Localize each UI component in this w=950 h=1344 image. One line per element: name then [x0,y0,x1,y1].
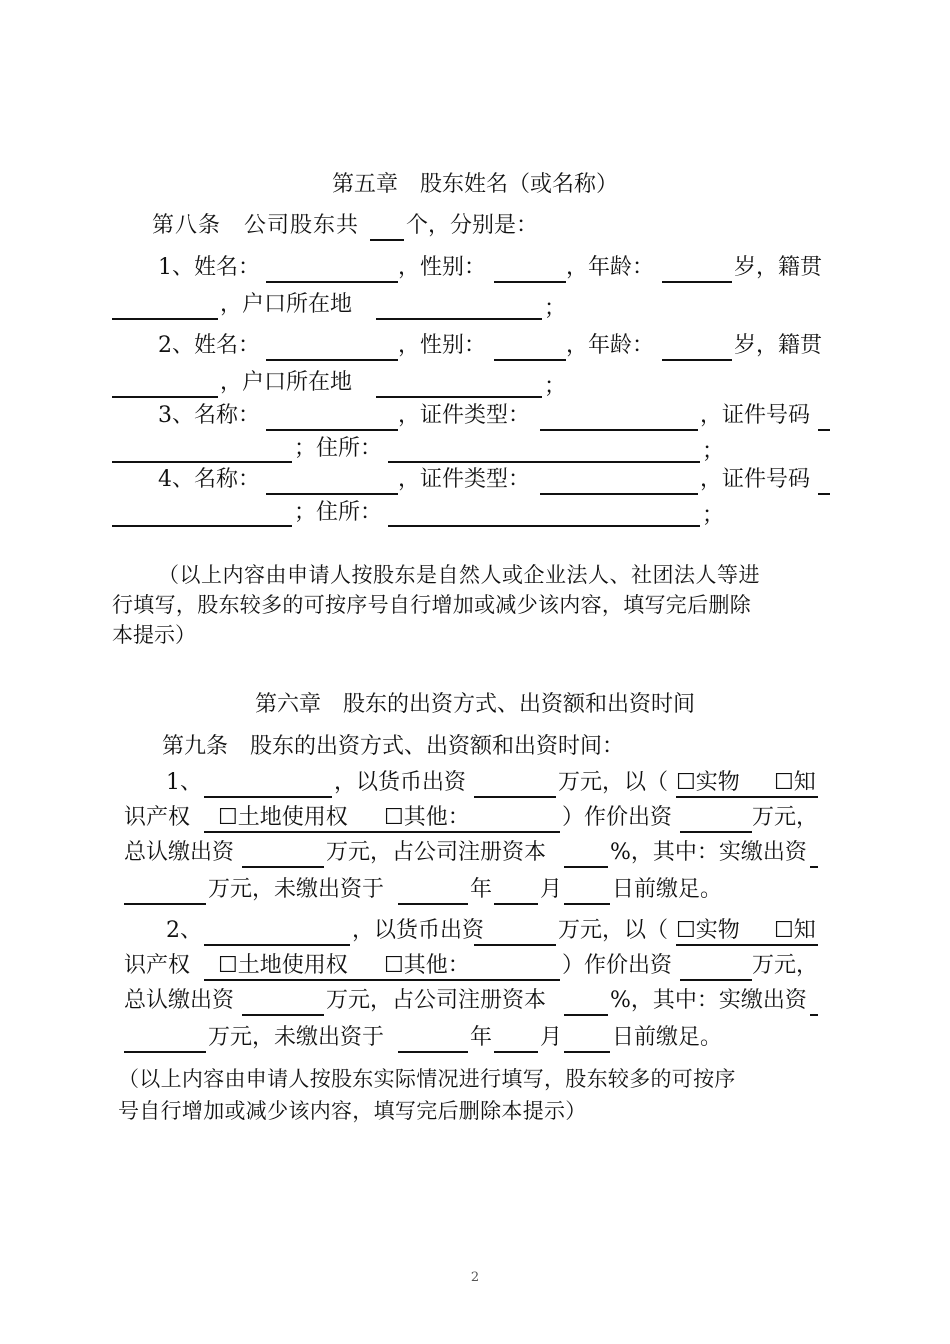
contrib2-wan-label: 万元，以（ [558,918,669,943]
contrib2-method-underline2 [204,978,560,981]
contrib2-valued-label: ）作价出资 [562,953,673,978]
contrib2-year-label: 年 [470,1025,493,1050]
item1-native-label: 岁，籍贯 [734,255,823,280]
contrib2-ip-label: 识产权 [124,953,191,978]
contrib2-cash-blank[interactable] [474,943,556,946]
contrib2-total-blank[interactable] [242,1013,324,1016]
contrib2-unpaid-label: 万元，未缴出资于 [208,1025,385,1050]
item3-residence-blank[interactable] [388,460,700,463]
item1-native-blank[interactable] [112,317,218,320]
item1-name-label: 1、姓名： [158,255,260,280]
item1-semicolon: ； [544,296,567,321]
article8-suffix: 个，分别是： [406,213,539,238]
shareholder-count-blank[interactable] [370,238,404,241]
item2-age-label: ，年龄： [566,333,655,358]
contrib2-wan-comma: 万元， [752,953,819,978]
item1-age-label: ，年龄： [566,255,655,280]
item1-gender-blank[interactable] [494,280,566,283]
item3-name-label: 3、名称： [158,403,260,428]
contrib1-valued-blank[interactable] [680,830,752,833]
item2-hukou-label: ，户口所在地 [220,370,353,395]
item2-gender-blank[interactable] [494,358,566,361]
contrib2-physical-checkbox[interactable]: ☐实物 [676,918,740,943]
item2-native-label: 岁，籍贯 [734,333,823,358]
item4-cert-no-label: ，证件号码 [700,467,811,492]
item3-cert-type-label: ，证件类型： [398,403,531,428]
item4-cert-type-label: ，证件类型： [398,467,531,492]
contrib2-month-label: 月 [540,1025,563,1050]
contrib2-day-label: 日前缴足。 [612,1025,723,1050]
item2-hukou-blank[interactable] [376,395,542,398]
item3-cert-no-label: ，证件号码 [700,403,811,428]
item2-semicolon: ； [544,374,567,399]
chapter6-note-line1: （以上内容由申请人按股东实际情况进行填写，股东较多的可按序 [118,1067,736,1091]
contrib2-index: 2、 [166,918,202,943]
article9-title: 第九条 股东的出资方式、出资额和出资时间： [162,734,625,759]
contrib1-paid-blank[interactable] [124,902,206,905]
contrib2-name-blank[interactable] [204,943,350,946]
contrib1-other-checkbox[interactable]: ☐其他： [384,805,470,830]
item2-native-blank[interactable] [112,395,218,398]
contrib1-cash-blank[interactable] [474,795,556,798]
contrib2-valued-blank[interactable] [680,978,752,981]
item1-gender-label: ，性别： [398,255,487,280]
contrib1-total-label: 总认缴出资 [124,840,235,865]
contrib2-paid-blank[interactable] [124,1050,206,1053]
contrib2-other-checkbox[interactable]: ☐其他： [384,953,470,978]
item2-name-label: 2、姓名： [158,333,260,358]
contrib2-year-blank[interactable] [398,1050,468,1053]
contrib2-total-label: 总认缴出资 [124,988,235,1013]
contrib1-ip-checkbox[interactable]: ☐知 [774,770,816,795]
contrib1-pct-blank[interactable] [564,865,608,868]
contrib1-land-checkbox[interactable]: ☐土地使用权 [218,805,348,830]
item2-gender-label: ，性别： [398,333,487,358]
contrib1-method-underline [676,795,818,798]
item3-semicolon: ； [702,439,725,464]
chapter5-note-line3: 本提示） [112,623,196,647]
contrib2-pct-blank[interactable] [564,1013,608,1016]
item4-residence-label: ；住所： [294,500,383,525]
contrib1-method-underline2 [204,830,560,833]
contrib1-month-label: 月 [540,877,563,902]
contrib1-day-blank[interactable] [564,902,610,905]
contrib1-paid-label: %，其中：实缴出资 [610,840,807,865]
item4-name-blank[interactable] [266,492,398,495]
item4-residence-blank[interactable] [388,524,700,527]
contrib2-month-blank[interactable] [494,1050,538,1053]
page-number: 2 [470,1270,480,1285]
contrib1-total-blank[interactable] [242,865,324,868]
chapter5-note-line2: 行填写，股东较多的可按序号自行增加或减少该内容，填写完后删除 [112,593,751,617]
chapter5-title: 第五章 股东姓名（或名称） [331,172,618,197]
chapter6-title: 第六章 股东的出资方式、出资额和出资时间 [254,692,695,717]
contrib1-cash-label: ，以货币出资 [334,770,467,795]
item4-cert-no-blank[interactable] [112,524,292,527]
contrib2-cash-label: ，以货币出资 [352,918,485,943]
contrib1-ip-label: 识产权 [124,805,191,830]
contrib2-paid-blank-end[interactable] [810,1013,818,1016]
contrib1-month-blank[interactable] [494,902,538,905]
item3-residence-label: ；住所： [294,436,383,461]
item4-cert-type-blank[interactable] [540,492,698,495]
item3-cert-type-blank[interactable] [540,428,698,431]
contrib1-wan-comma: 万元， [752,805,819,830]
item4-cert-no-blank-end[interactable] [818,492,830,495]
contrib1-year-blank[interactable] [398,902,468,905]
contrib2-land-checkbox[interactable]: ☐土地使用权 [218,953,348,978]
contrib1-name-blank[interactable] [204,795,332,798]
contrib2-ip-checkbox[interactable]: ☐知 [774,918,816,943]
contrib1-paid-blank-end[interactable] [810,865,818,868]
item3-name-blank[interactable] [266,428,398,431]
contrib1-unpaid-label: 万元，未缴出资于 [208,877,385,902]
item1-name-blank[interactable] [266,280,398,283]
chapter5-note-line1: （以上内容由申请人按股东是自然人或企业法人、社团法人等进 [158,563,760,587]
item1-age-blank[interactable] [662,280,732,283]
contrib1-pct-label: 万元，占公司注册资本 [326,840,547,865]
contrib1-wan-label: 万元，以（ [558,770,669,795]
item1-hukou-label: ，户口所在地 [220,292,353,317]
item4-semicolon: ； [702,503,725,528]
item2-name-blank[interactable] [266,358,398,361]
contrib1-index: 1、 [166,770,202,795]
chapter6-note-line2: 号自行增加或减少该内容，填写完后删除本提示） [118,1099,587,1123]
contrib2-paid-label: %，其中：实缴出资 [610,988,807,1013]
contrib1-valued-label: ）作价出资 [562,805,673,830]
item1-hukou-blank[interactable] [376,317,542,320]
contrib1-year-label: 年 [470,877,493,902]
contrib1-physical-checkbox[interactable]: ☐实物 [676,770,740,795]
item4-name-label: 4、名称： [158,467,260,492]
contrib2-pct-label: 万元，占公司注册资本 [326,988,547,1013]
item2-age-blank[interactable] [662,358,732,361]
article8-prefix: 第八条 公司股东共 [152,213,360,238]
contrib2-day-blank[interactable] [564,1050,610,1053]
item3-cert-no-blank[interactable] [112,460,292,463]
item3-cert-no-blank-end[interactable] [818,428,830,431]
contrib2-method-underline [676,943,818,946]
contrib1-day-label: 日前缴足。 [612,877,723,902]
